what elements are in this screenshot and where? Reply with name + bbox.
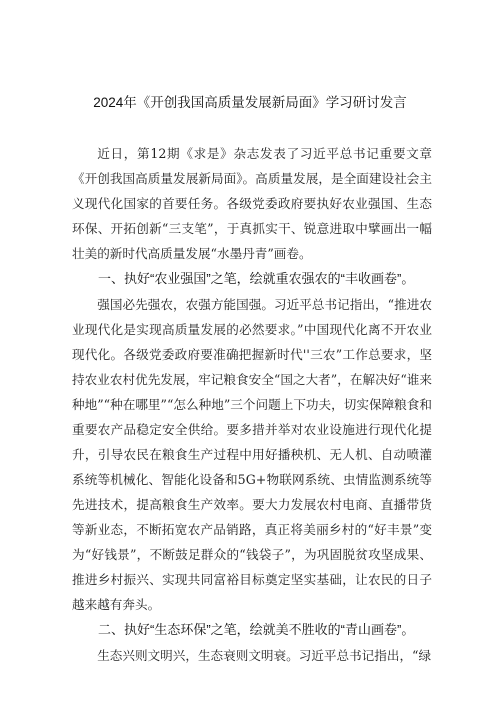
document-body [72, 141, 432, 668]
intro-paragraph: 近日，第12期《求是》杂志发表了习近平总书记重要文章《开创我国高质量发展新局面》。高质量发展，是全面建设社会主义现代化国家的首要任务。各级党委政府要执好农业强国、生态环保、开拓创新“三支笔”，于真抓实干、锐意进取中擘画出一幅壮美的新时代高质量发展“水墨丹青”画卷。 [72, 146, 432, 261]
section-heading-agriculture: 一、执好“农业强国”之笔，绘就重农强农的“丰收画卷”。 [98, 271, 415, 286]
ecology-paragraph: 生态兴则文明兴，生态衰则文明衰。习近平总书记指出，“绿 [97, 648, 432, 663]
agriculture-paragraph: 强国必先强农，农强方能国强。习近平总书记指出，“推进农业现代化是实现高质量发展的必然要求。”中国现代化离不开农业现代化。各级党委政府要准确把握新时代''三农”工作总要求，坚持农业农村优先发展，牢记粮食安全“国之大者”，在解决好“谁来种地”“种在哪里”“怎么种地”三个问题上下功夫，切实保障粮食和重要农产品稳定安全供给。要多措并举对农业设施进行现代化提升，引导农民在粮食生产过程中用好播秧机、无人机、自动喷灌系统等机械化、智能化设备和5G+物联网系统、虫情监测系统等先进技术，提高粮食生产效率。要大力发展农村电商、直播带货等新业态，不断拓宽农产品销路，真正将美丽乡村的“好丰景”变为“好钱景”，不断鼓足群众的“钱袋子”，为巩固脱贫攻坚成果、推进乡村振兴、实现共同富裕目标奠定坚实基础，让农民的日子越来越有奔头。 [72, 297, 432, 612]
section-heading-ecology: 二、执好“生态环保”之笔，绘就美不胜收的“青山画卷”。 [98, 622, 415, 637]
document-title: 2024年《开创我国高质量发展新局面》学习研讨发言 [93, 95, 407, 110]
